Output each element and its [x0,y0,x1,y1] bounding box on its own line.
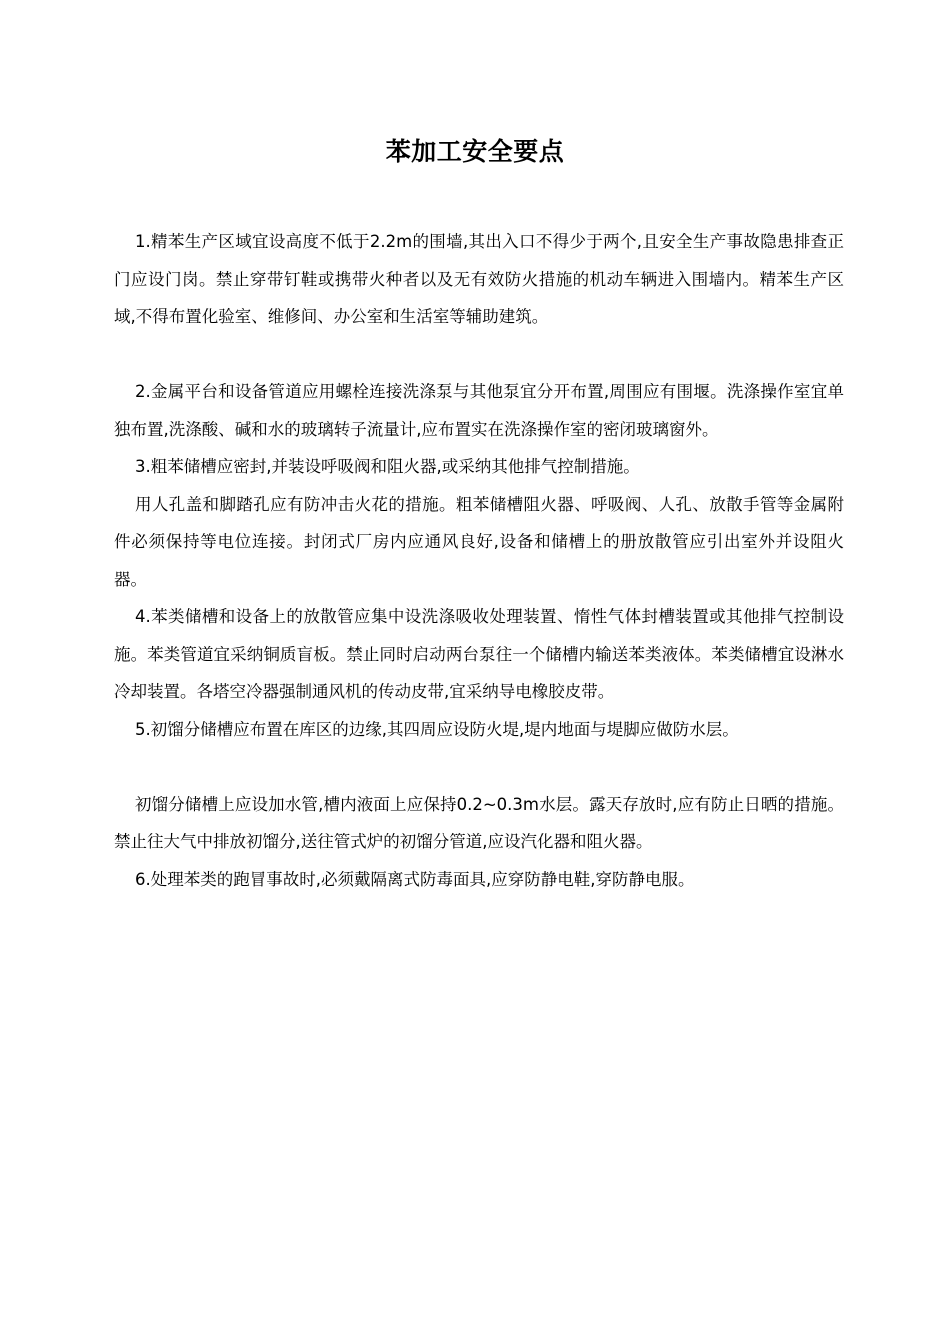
paragraph-4: 用人孔盖和脚踏孔应有防冲击火花的措施。粗苯储槽阻火器、呼吸阀、人孔、放散手管等金属附件必须保持等电位连接。封闭式厂房内应通风良好,设备和储槽上的册放散管应引出室外并设阻火器。 [114,494,844,589]
paragraph-7: 初馏分储槽上应设加水管,槽内液面上应保持0.2~0.3m水层。露天存放时,应有防止日晒的措施。禁止往大气中排放初馏分,送往管式炉的初馏分管道,应设汽化器和阻火器。 [114,794,844,851]
paragraph-8: 6.处理苯类的跑冒事故时,必须戴隔离式防毒面具,应穿防静电鞋,穿防静电服。 [134,869,695,889]
paragraph-2: 2.金属平台和设备管道应用螺栓连接洗涤泵与其他泵宜分开布置,周围应有围堰。洗涤操作室宜单独布置,洗涤酸、碱和水的玻璃转子流量计,应布置实在洗涤操作室的密闭玻璃窗外。 [114,382,844,439]
document-body [114,223,844,898]
document-title: 苯加工安全要点 [385,137,565,166]
paragraph-5: 4.苯类储槽和设备上的放散管应集中设洗涤吸收处理装置、惰性气体封槽装置或其他排气控制设施。苯类管道宜采纳铜质盲板。禁止同时启动两台泵往一个储槽内输送苯类液体。苯类储槽宜设淋水冷却装置。各塔空冷器强制通风机的传动皮带,宜采纳导电橡胶皮带。 [114,607,844,701]
paragraph-6: 5.初馏分储槽应布置在库区的边缘,其四周应设防火堤,堤内地面与堤脚应做防水层。 [134,719,739,739]
paragraph-3: 3.粗苯储槽应密封,并装设呼吸阀和阻火器,或采纳其他排气控制措施。 [134,457,640,476]
paragraph-1: 1.精苯生产区域宜设高度不低于2.2m的围墙,其出入口不得少于两个,且安全生产事故隐患排查正门应设门岗。禁止穿带钉鞋或携带火种者以及无有效防火措施的机动车辆进入围墙内。精苯生产区域,不得布置化验室、维修间、办公室和生活室等辅助建筑。 [114,232,844,326]
